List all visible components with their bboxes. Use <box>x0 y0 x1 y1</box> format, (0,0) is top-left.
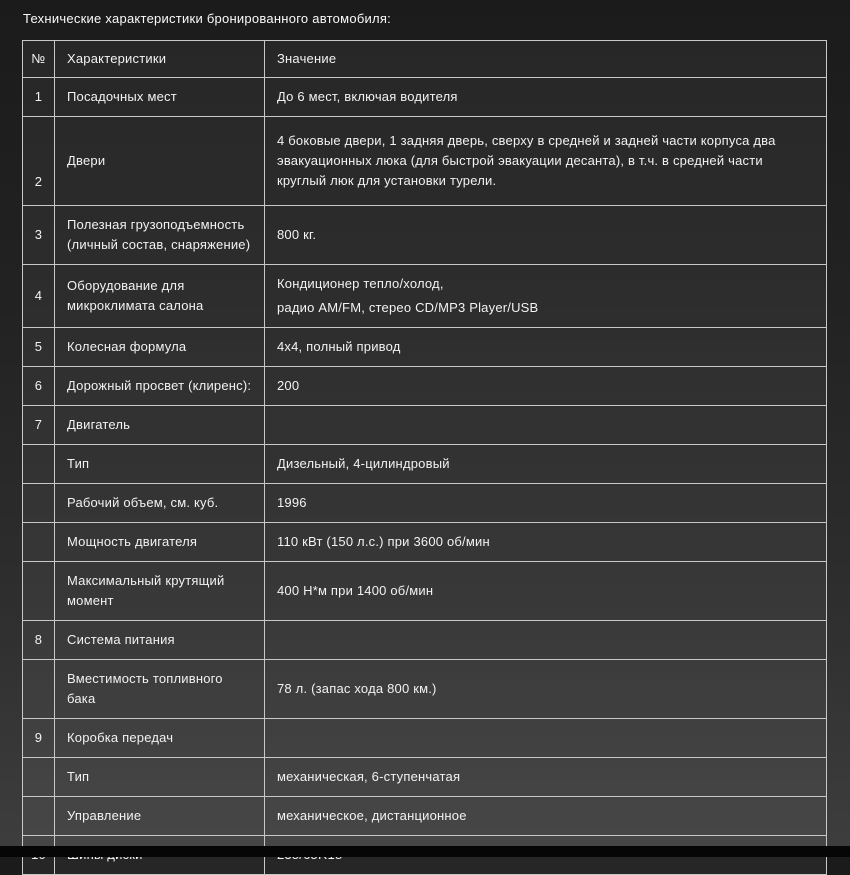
row-num <box>23 660 55 719</box>
row-characteristic: Оборудование для микроклимата салона <box>55 265 265 328</box>
row-characteristic: Рабочий объем, см. куб. <box>55 484 265 523</box>
row-num: 8 <box>23 621 55 660</box>
row-num: 3 <box>23 206 55 265</box>
table-row <box>23 206 827 265</box>
row-value: 200 <box>265 367 827 406</box>
row-num: 7 <box>23 406 55 445</box>
row-value: 4 боковые двери, 1 задняя дверь, сверху в средней и задней части корпуса два эвакуационных люка (для быстрой эвакуации десанта), в т.ч. в средней части круглый люк для установки турели. <box>265 117 827 206</box>
row-characteristic: Коробка передач <box>55 719 265 758</box>
table-row <box>23 562 827 621</box>
row-value: 110 кВт (150 л.с.) при 3600 об/мин <box>265 523 827 562</box>
row-value: Дизельный, 4-цилиндровый <box>265 445 827 484</box>
row-num <box>23 484 55 523</box>
row-characteristic: Мощность двигателя <box>55 523 265 562</box>
row-characteristic: Управление <box>55 797 265 836</box>
row-value: 1996 <box>265 484 827 523</box>
row-num: 1 <box>23 78 55 117</box>
row-characteristic: Колесная формула <box>55 328 265 367</box>
table-row <box>23 797 827 836</box>
row-value <box>265 719 827 758</box>
row-characteristic: Вместимость топливного бака <box>55 660 265 719</box>
row-num: 6 <box>23 367 55 406</box>
table-row <box>23 484 827 523</box>
row-value: механическая, 6-ступенчатая <box>265 758 827 797</box>
table-header-row <box>23 41 827 78</box>
page-title: Технические характеристики бронированного автомобиля: <box>23 11 392 26</box>
table-row <box>23 117 827 206</box>
row-characteristic: Тип <box>55 758 265 797</box>
row-num <box>23 445 55 484</box>
row-num <box>23 523 55 562</box>
row-value: механическое, дистанционное <box>265 797 827 836</box>
row-value: 4x4, полный привод <box>265 328 827 367</box>
header-num: № <box>23 41 55 78</box>
row-value: До 6 мест, включая водителя <box>265 78 827 117</box>
row-value <box>265 621 827 660</box>
header-characteristic: Характеристики <box>55 41 265 78</box>
table-row <box>23 758 827 797</box>
row-value: 800 кг. <box>265 206 827 265</box>
row-num <box>23 797 55 836</box>
table-row <box>23 719 827 758</box>
row-num: 4 <box>23 265 55 328</box>
bottom-edge-strip <box>0 846 850 857</box>
row-value: 400 Н*м при 1400 об/мин <box>265 562 827 621</box>
row-value-line: радио AM/FM, стерео CD/MP3 Player/USB <box>277 300 539 315</box>
row-characteristic: Двигатель <box>55 406 265 445</box>
row-characteristic: Посадочных мест <box>55 78 265 117</box>
row-characteristic: Полезная грузоподъемность (личный состав, снаряжение) <box>55 206 265 265</box>
table-row <box>23 265 827 328</box>
row-value: 78 л. (запас хода 800 км.) <box>265 660 827 719</box>
row-num <box>23 562 55 621</box>
table-row <box>23 660 827 719</box>
row-characteristic: Тип <box>55 445 265 484</box>
row-num <box>23 758 55 797</box>
row-num: 9 <box>23 719 55 758</box>
row-characteristic: Дорожный просвет (клиренс): <box>55 367 265 406</box>
row-num: 2 <box>23 117 55 206</box>
table-row <box>23 328 827 367</box>
table-row <box>23 78 827 117</box>
header-value: Значение <box>265 41 827 78</box>
table-row <box>23 406 827 445</box>
row-characteristic: Система питания <box>55 621 265 660</box>
spec-table <box>22 40 827 875</box>
row-value <box>265 265 827 328</box>
row-characteristic: Максимальный крутящий момент <box>55 562 265 621</box>
row-value-line: Кондиционер тепло/холод, <box>277 276 444 291</box>
row-characteristic: Двери <box>55 117 265 206</box>
table-row <box>23 445 827 484</box>
row-num: 5 <box>23 328 55 367</box>
table-row <box>23 523 827 562</box>
row-value <box>265 406 827 445</box>
table-row <box>23 621 827 660</box>
table-row <box>23 367 827 406</box>
